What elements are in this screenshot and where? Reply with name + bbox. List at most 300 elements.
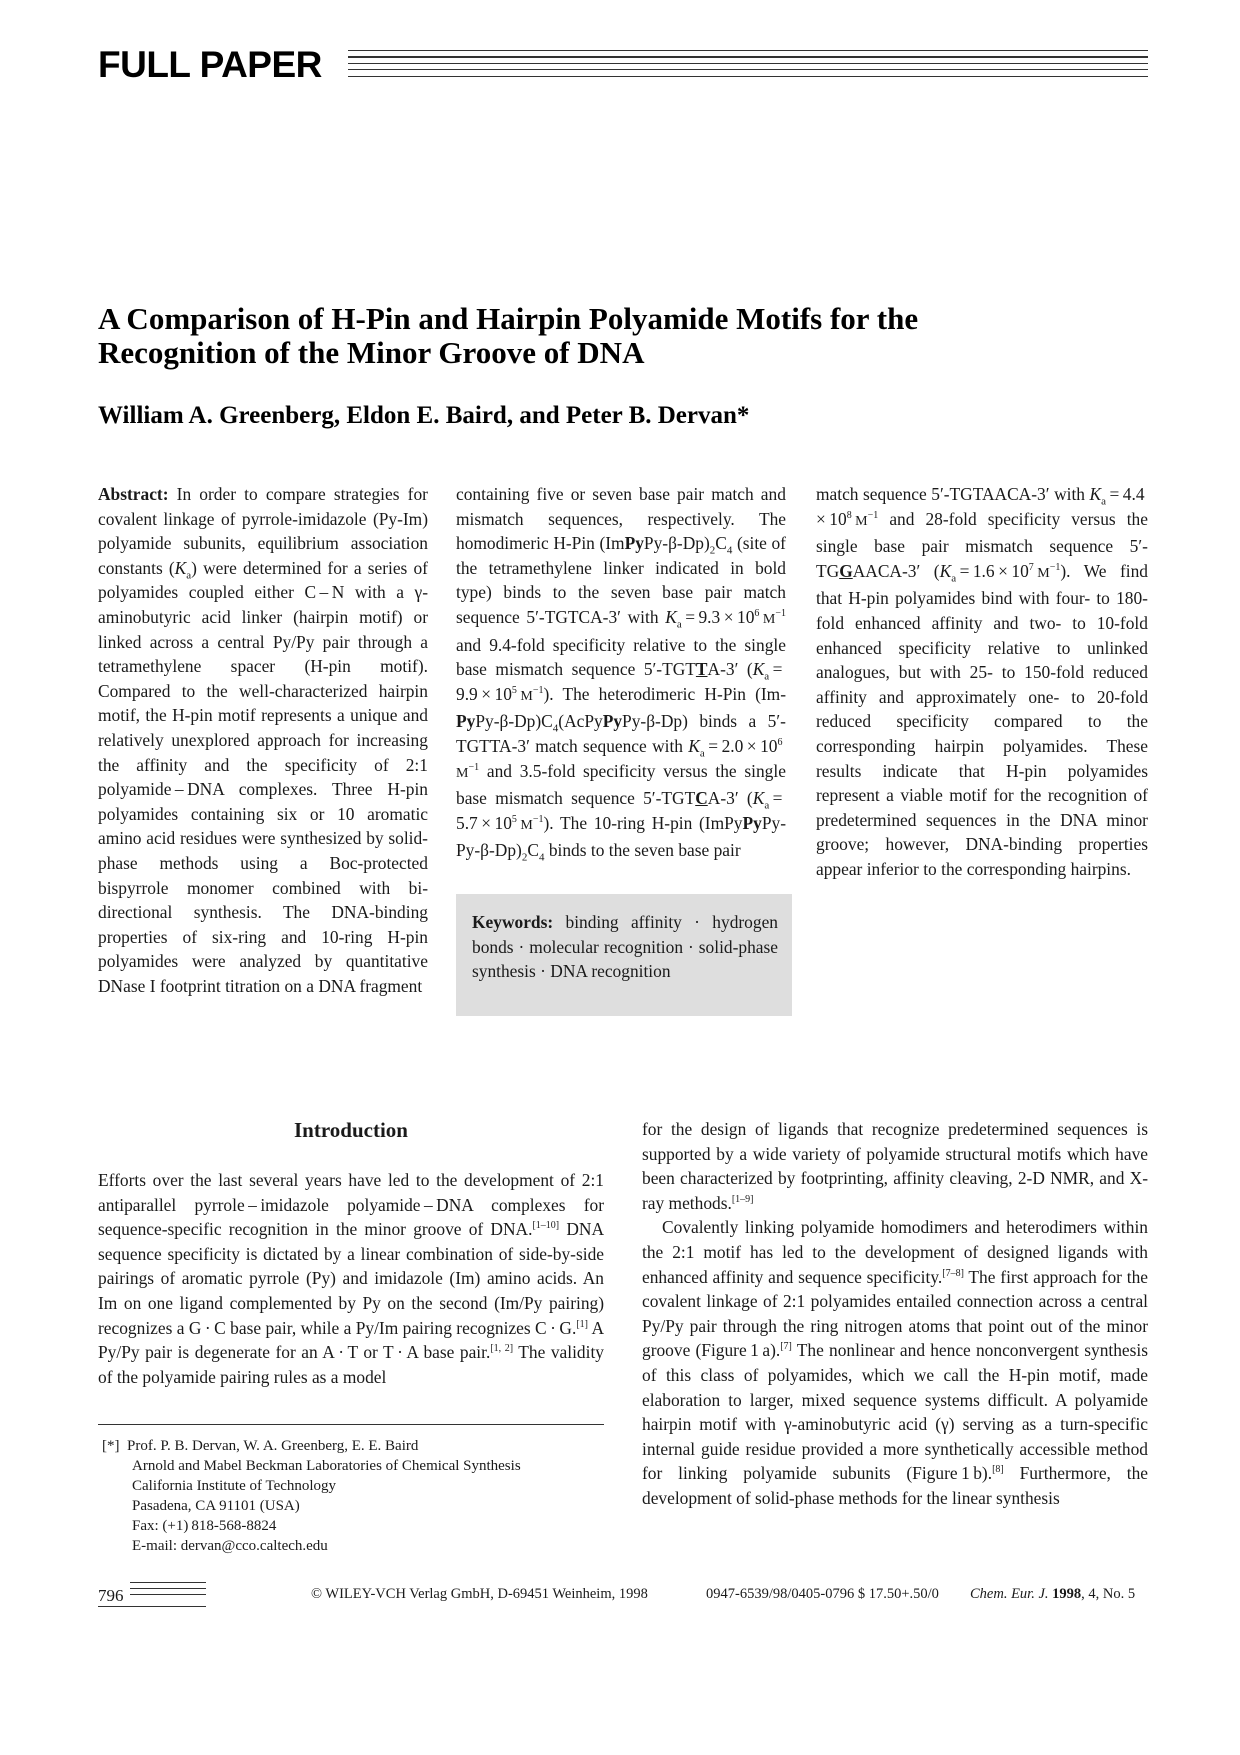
abstract-text: ).	[1060, 560, 1071, 581]
abstract-text: 5′-TGT	[643, 788, 696, 809]
symbol-sub: 4	[726, 544, 733, 557]
abstract-text: monomer	[187, 877, 254, 898]
abstract-text	[735, 509, 759, 529]
abstract-text: and	[486, 760, 512, 781]
abstract-text: Py-β-Dp)	[643, 533, 710, 554]
abstract-text	[867, 687, 879, 707]
abstract-text: the	[1126, 508, 1148, 529]
abstract-text: match	[535, 735, 578, 756]
abstract-text: 9.4-fold	[489, 634, 545, 655]
abstract-text: Compared	[98, 680, 171, 701]
abstract-text: enhanced	[816, 637, 882, 658]
symbol-sub: a	[186, 569, 192, 582]
abstract-text	[564, 484, 571, 504]
abstract-text	[524, 509, 549, 529]
abstract-text	[707, 635, 715, 655]
abstract-text: six	[276, 803, 298, 824]
highlight: Py	[456, 711, 476, 732]
abstract-text	[949, 834, 965, 854]
abstract-text: affinity	[136, 754, 188, 775]
abstract-text: the	[1126, 711, 1148, 732]
abstract-text	[1020, 810, 1030, 830]
abstract-text	[632, 484, 639, 504]
abstract-text: and	[456, 634, 482, 655]
abstract-text	[961, 662, 970, 682]
abstract-text: the	[206, 680, 228, 701]
abstract-text: compare	[265, 484, 326, 504]
abstract-text	[266, 927, 281, 947]
abstract-text: H-pin	[172, 705, 213, 726]
abstract-text: 10-fold	[1096, 612, 1148, 633]
abstract-text: with	[359, 877, 391, 898]
abstract-text: with	[929, 662, 961, 683]
exponent: 6	[754, 608, 760, 620]
abstract-text: were	[241, 828, 276, 849]
abstract-text: a	[886, 785, 894, 806]
abstract-text	[373, 779, 388, 799]
section-label: FULL PAPER	[98, 44, 322, 85]
abstract-text	[236, 484, 244, 504]
abstract-text: sequence	[571, 788, 635, 809]
abstract-text: pair	[921, 536, 949, 557]
abstract-text: for	[327, 557, 348, 578]
abstract-text	[341, 878, 360, 898]
abstract-text	[1062, 834, 1078, 854]
abstract-text: by	[314, 951, 333, 972]
abstract-text	[297, 804, 310, 824]
abstract-text	[191, 607, 202, 627]
body-text: Furthermore, the development of solid-phase methods for the linear synthesis	[642, 1463, 1148, 1508]
abstract-text: series	[367, 557, 408, 578]
abstract-text: that	[958, 760, 985, 781]
abstract-text	[512, 761, 520, 781]
abstract-text: four-	[1055, 588, 1091, 609]
abstract-text	[372, 927, 387, 947]
abstract-text	[949, 536, 966, 556]
abstract-text: to	[1096, 588, 1110, 609]
abstract-text: the	[577, 582, 600, 603]
symbol-sub: a	[699, 747, 705, 760]
abstract-text: DNA	[187, 779, 224, 800]
abstract-text: unexplored	[171, 729, 250, 750]
abstract-text: properties	[1078, 834, 1148, 855]
abstract-text: sequence	[863, 484, 927, 504]
abstract-text: tetramethylene	[488, 557, 592, 578]
abstract-label: Abstract:	[98, 484, 169, 504]
abstract-text: (	[168, 557, 175, 578]
body-text: Covalently linking polyamide homodimers and heterodimers within the 2:1 motif has led to the development of designed ligands with enhanced affinity and sequence specificity.	[642, 1217, 1148, 1287]
abstract-text: 180-fold	[816, 588, 1148, 633]
abstract-text	[1063, 711, 1088, 731]
abstract-text: mismatch	[495, 788, 563, 809]
abstract-text: compared	[994, 711, 1063, 732]
abstract-text: Py	[624, 533, 644, 554]
abstract-text: on	[284, 975, 302, 996]
abstract-text: AACA-3′ (	[852, 560, 940, 581]
abstract-column-1	[98, 482, 428, 998]
abstract-text: 20-fold	[1096, 686, 1149, 707]
abstract-text: Three	[331, 779, 373, 800]
abstract-text: sequences	[926, 809, 997, 830]
abstract-text: however,	[885, 834, 950, 855]
abstract-text: polyamides	[1067, 760, 1148, 781]
abstract-text: Py/Py	[272, 631, 315, 652]
abstract-text: ). The 10-ring H-pin (ImPy	[543, 812, 743, 833]
abstract-text: hairpin	[934, 735, 984, 756]
abstract-text	[592, 558, 603, 578]
abstract-text: for	[407, 484, 428, 504]
abstract-text	[685, 635, 693, 655]
abstract-text: affinity	[931, 612, 983, 633]
abstract-text	[1113, 536, 1130, 556]
abstract-text	[324, 804, 337, 824]
header-rules	[348, 50, 1148, 80]
abstract-text: containing	[456, 484, 530, 504]
abstract-text: represent	[816, 785, 880, 806]
abstract-text: complexes.	[238, 779, 318, 800]
abstract-text	[904, 687, 916, 707]
abstract-text: or	[309, 803, 325, 824]
abstract-text: linked	[98, 631, 142, 652]
abstract-text: properties	[98, 926, 168, 947]
abstract-text	[754, 484, 761, 504]
abstract-text	[566, 582, 578, 602]
abstract-text: aromatic	[367, 803, 428, 824]
abstract-text	[1051, 810, 1061, 830]
abstract-text	[314, 632, 322, 652]
citation: [7]	[780, 1341, 792, 1353]
abstract-text	[168, 927, 183, 947]
abstract-text: a	[306, 975, 314, 996]
abstract-text	[541, 582, 553, 602]
abstract-text: acid	[201, 606, 231, 627]
author-list: William A. Greenberg, Eldon E. Baird, and Peter B. Dervan*	[98, 402, 750, 429]
abstract-text	[977, 509, 988, 529]
abstract-text: ). The heterodimeric H-Pin (Im-	[543, 683, 786, 704]
abstract-text: The	[758, 508, 786, 529]
abstract-text: methods	[159, 852, 219, 873]
body-text: The validity of the polyamide pairing rules as a model	[98, 1342, 604, 1387]
abstract-text: H-pin	[1006, 760, 1047, 781]
abstract-text: bind	[981, 588, 1013, 609]
intro-column-left	[98, 1168, 604, 1389]
abstract-text	[914, 509, 925, 529]
abstract-text	[226, 951, 240, 971]
abstract-text: 10	[337, 803, 355, 824]
abstract-text: motif	[218, 705, 256, 726]
abstract-text: with	[652, 735, 683, 756]
abstract-text: footprint	[159, 975, 221, 996]
abstract-text: to	[1087, 711, 1102, 732]
abstract-text	[268, 755, 285, 775]
highlight-base: C	[695, 788, 708, 809]
abstract-text: specificity	[583, 760, 656, 781]
abstract-text	[321, 730, 329, 750]
abstract-text: match	[743, 582, 786, 603]
symbol-sub: 2	[709, 544, 716, 557]
abstract-text: pyrrole-imidazole	[241, 508, 367, 529]
abstract-text: equilibrium	[257, 533, 339, 554]
abstract-text: well-characterized	[239, 680, 368, 701]
footnote-line: Pasadena, CA 91101 (USA)	[132, 1498, 300, 1514]
abstract-text: versus	[663, 760, 708, 781]
abstract-text: increasing	[356, 729, 428, 750]
abstract-text	[890, 662, 899, 682]
exponent: −1	[867, 509, 879, 521]
abstract-text: = 5.7 × 10	[456, 788, 786, 833]
abstract-text	[938, 761, 959, 781]
abstract-text: respectively.	[647, 508, 735, 529]
abstract-text: the	[715, 634, 737, 655]
abstract-text: In	[176, 484, 192, 504]
abstract-text	[1061, 613, 1072, 633]
footnote-line	[102, 1436, 602, 1456]
abstract-text: relatively	[98, 729, 164, 750]
abstract-text	[229, 755, 246, 775]
abstract-text	[195, 681, 206, 701]
journal-name: Chem. Eur. J.	[970, 1586, 1049, 1602]
abstract-text	[644, 558, 655, 578]
citation: [1]	[576, 1318, 588, 1330]
abstract-text: polyamides	[98, 582, 179, 603]
abstract-column-3	[816, 482, 1148, 882]
abstract-text: specificity	[284, 754, 358, 775]
footnote	[102, 1436, 602, 1556]
abstract-text: for	[328, 729, 349, 750]
symbol-sub: 4	[552, 722, 559, 735]
abstract-text: mismatch	[495, 659, 564, 680]
abstract-text: to	[552, 582, 567, 603]
abstract-text: bold	[755, 557, 786, 578]
abstract-text	[389, 755, 406, 775]
abstract-text: base	[639, 484, 670, 504]
abstract-text: polyamides	[98, 951, 179, 972]
unit: M	[520, 688, 533, 704]
abstract-text: of	[771, 533, 786, 554]
title-line-2: Recognition of the Minor Groove of DNA	[98, 335, 645, 370]
citation: [7–8]	[942, 1267, 964, 1279]
abstract-text	[197, 927, 212, 947]
abstract-text	[1016, 687, 1028, 707]
abstract-text: the	[145, 705, 167, 726]
body-text: Efforts over the last several years have led to the development of 2:1 antiparallel pyrrole – imidazole polyamide – DNA complexes for sequence-specific recognition in the minor groove of DNA.	[98, 1170, 604, 1240]
abstract-text	[477, 558, 488, 578]
abstract-text: C	[715, 533, 727, 554]
abstract-text: across	[149, 631, 194, 652]
footer-issn: 0947-6539/98/0405-0796 $ 17.50+.50/0	[706, 1586, 939, 1602]
abstract-text: hairpin	[378, 680, 428, 701]
abstract-text	[719, 558, 730, 578]
abstract-text: relative	[987, 637, 1040, 658]
abstract-text: but	[898, 662, 921, 683]
exponent: 5	[511, 813, 517, 825]
symbol: K	[1089, 484, 1102, 504]
abstract-text	[218, 853, 240, 873]
abstract-text: seven	[610, 582, 651, 603]
abstract-text	[275, 656, 304, 676]
abstract-text	[688, 711, 699, 731]
journal-year: 1998	[1052, 1586, 1082, 1602]
page-number-underline	[98, 1606, 206, 1607]
abstract-text: The	[282, 902, 310, 923]
abstract-text: appear	[816, 858, 863, 879]
abstract-text: (Py-Im)	[372, 508, 428, 529]
abstract-text	[993, 662, 1002, 682]
abstract-text	[294, 582, 305, 602]
highlight-base: G	[839, 560, 853, 581]
abstract-text: 10-ring	[321, 926, 373, 947]
abstract-text	[1086, 613, 1097, 633]
abstract-text	[670, 484, 677, 504]
abstract-text: mismatch	[965, 536, 1033, 557]
abstract-text: predetermined	[816, 809, 917, 830]
abstract-text: linker	[603, 557, 644, 578]
body-text: for the design of ligands that recognize predetermined sequences is supported by a wide variety of polyamide structural motifs which have been characterized by footprinting, affinity cleaving, 2-D NMR, and X-ray methods.	[642, 1119, 1148, 1213]
abstract-text: Py-β-Dp)C	[475, 711, 553, 732]
highlight-base: T	[695, 659, 708, 680]
abstract-text: in	[730, 557, 744, 578]
symbol-sub: a	[764, 799, 770, 812]
abstract-text	[169, 878, 188, 898]
abstract-text	[1101, 711, 1126, 731]
intro-column-right	[642, 1117, 1148, 1511]
abstract-text	[264, 804, 277, 824]
abstract-text	[367, 681, 378, 701]
abstract-text	[921, 662, 930, 682]
abstract-text: affinity	[816, 686, 867, 707]
keywords-box	[456, 894, 792, 1016]
abstract-text: 150-fold	[1024, 662, 1085, 683]
abstract-text	[1070, 638, 1087, 658]
abstract-text	[178, 951, 192, 971]
abstract-text	[481, 635, 489, 655]
abstract-text: determined	[243, 557, 322, 578]
abstract-text: to	[590, 840, 605, 861]
abstract-text	[882, 638, 899, 658]
abstract-text: DNA-binding	[965, 834, 1063, 855]
abstract-text	[693, 582, 705, 602]
abstract-text: corresponding	[816, 735, 916, 756]
abstract-text: to	[1072, 612, 1086, 633]
abstract-text: indicate	[882, 760, 938, 781]
abstract-text: with	[1054, 484, 1085, 504]
symbol-sub: 4	[538, 851, 545, 864]
abstract-text	[332, 951, 346, 971]
exponent: −1	[1049, 561, 1061, 573]
abstract-text: by	[366, 828, 384, 849]
abstract-text: titration	[225, 975, 281, 996]
abstract-text: These	[1106, 735, 1148, 756]
abstract-text	[492, 582, 504, 602]
abstract-text	[969, 711, 994, 731]
abstract-text	[178, 804, 191, 824]
abstract-text	[529, 484, 536, 504]
abstract-text: a	[420, 631, 428, 652]
abstract-text	[169, 484, 177, 504]
abstract-text	[905, 536, 922, 556]
abstract-text: H-Pin	[553, 533, 595, 554]
abstract-text: a	[201, 631, 210, 652]
abstract-text	[1085, 687, 1097, 707]
abstract-text: analyzed	[239, 951, 302, 972]
abstract-text: association	[350, 533, 428, 554]
introduction-heading: Introduction	[294, 1118, 408, 1142]
footnote-mark: [*]	[102, 1438, 120, 1454]
abstract-text	[231, 607, 242, 627]
abstract-text: subunits,	[183, 533, 246, 554]
citation: [8]	[992, 1464, 1004, 1476]
abstract-text: inferior	[866, 858, 919, 879]
abstract-text	[265, 632, 273, 652]
body-text: A Py/Py pair is degenerate for an A · T or T · A base pair.	[98, 1317, 604, 1363]
abstract-text	[1088, 736, 1107, 756]
abstract-text: residues	[179, 828, 237, 849]
abstract-text: groove;	[816, 834, 870, 855]
abstract-text: to	[1001, 662, 1016, 683]
abstract-text: = 2.0 × 10	[704, 735, 778, 756]
abstract-text	[170, 681, 181, 701]
abstract-text	[1084, 662, 1093, 682]
abstract-text: enhanced	[854, 612, 921, 633]
abstract-text: γ-aminobutyric	[98, 582, 429, 627]
abstract-text: –	[319, 582, 329, 603]
citation: [1–10]	[532, 1220, 560, 1232]
footnote-rule	[98, 1424, 604, 1425]
abstract-text: and	[281, 926, 307, 947]
footer-copyright: © WILEY-VCH Verlag GmbH, D-69451 Weinheim, 1998	[311, 1586, 648, 1602]
symbol: K	[174, 557, 187, 578]
exponent: 5	[511, 684, 517, 696]
abstract-text	[301, 951, 315, 971]
abstract-text: covalent	[98, 508, 157, 529]
abstract-text	[224, 779, 239, 799]
abstract-text	[1116, 509, 1127, 529]
symbol: K	[752, 659, 765, 680]
abstract-text: (hairpin	[293, 606, 349, 627]
abstract-text: = 4.4 × 10	[816, 484, 1148, 529]
abstract-text: find	[1119, 560, 1148, 581]
abstract-text: H-pin	[848, 588, 889, 609]
abstract-text: to	[923, 858, 937, 879]
abstract-text: DNA	[318, 975, 356, 996]
abstract-text	[1033, 536, 1050, 556]
abstract-text: bispyrrole	[98, 877, 169, 898]
intro-paragraph	[642, 1215, 1148, 1510]
abstract-text	[317, 779, 332, 799]
abstract-text: A-3′ (	[707, 659, 753, 680]
abstract-text: specificity	[896, 711, 969, 732]
abstract-text	[308, 853, 330, 873]
abstract-text: motif)	[359, 606, 403, 627]
abstract-text	[278, 853, 300, 873]
unit: M	[1037, 565, 1050, 581]
abstract-text: versus	[1071, 508, 1116, 529]
abstract-text: with	[354, 582, 386, 603]
abstract-text	[357, 755, 374, 775]
abstract-text	[1106, 561, 1120, 581]
abstract-text: linker	[241, 606, 283, 627]
citation: [1–9]	[731, 1193, 754, 1205]
abstract-text	[404, 582, 415, 602]
abstract-text: represents	[261, 705, 332, 726]
highlight: Py	[742, 812, 762, 833]
paper-title	[98, 302, 1078, 370]
abstract-text: combined	[272, 877, 341, 898]
abstract-text: single	[744, 760, 786, 781]
abstract-text: approximately	[915, 686, 1017, 707]
abstract-text	[351, 656, 380, 676]
journal-volume: , 4, No. 5	[1081, 1586, 1136, 1602]
